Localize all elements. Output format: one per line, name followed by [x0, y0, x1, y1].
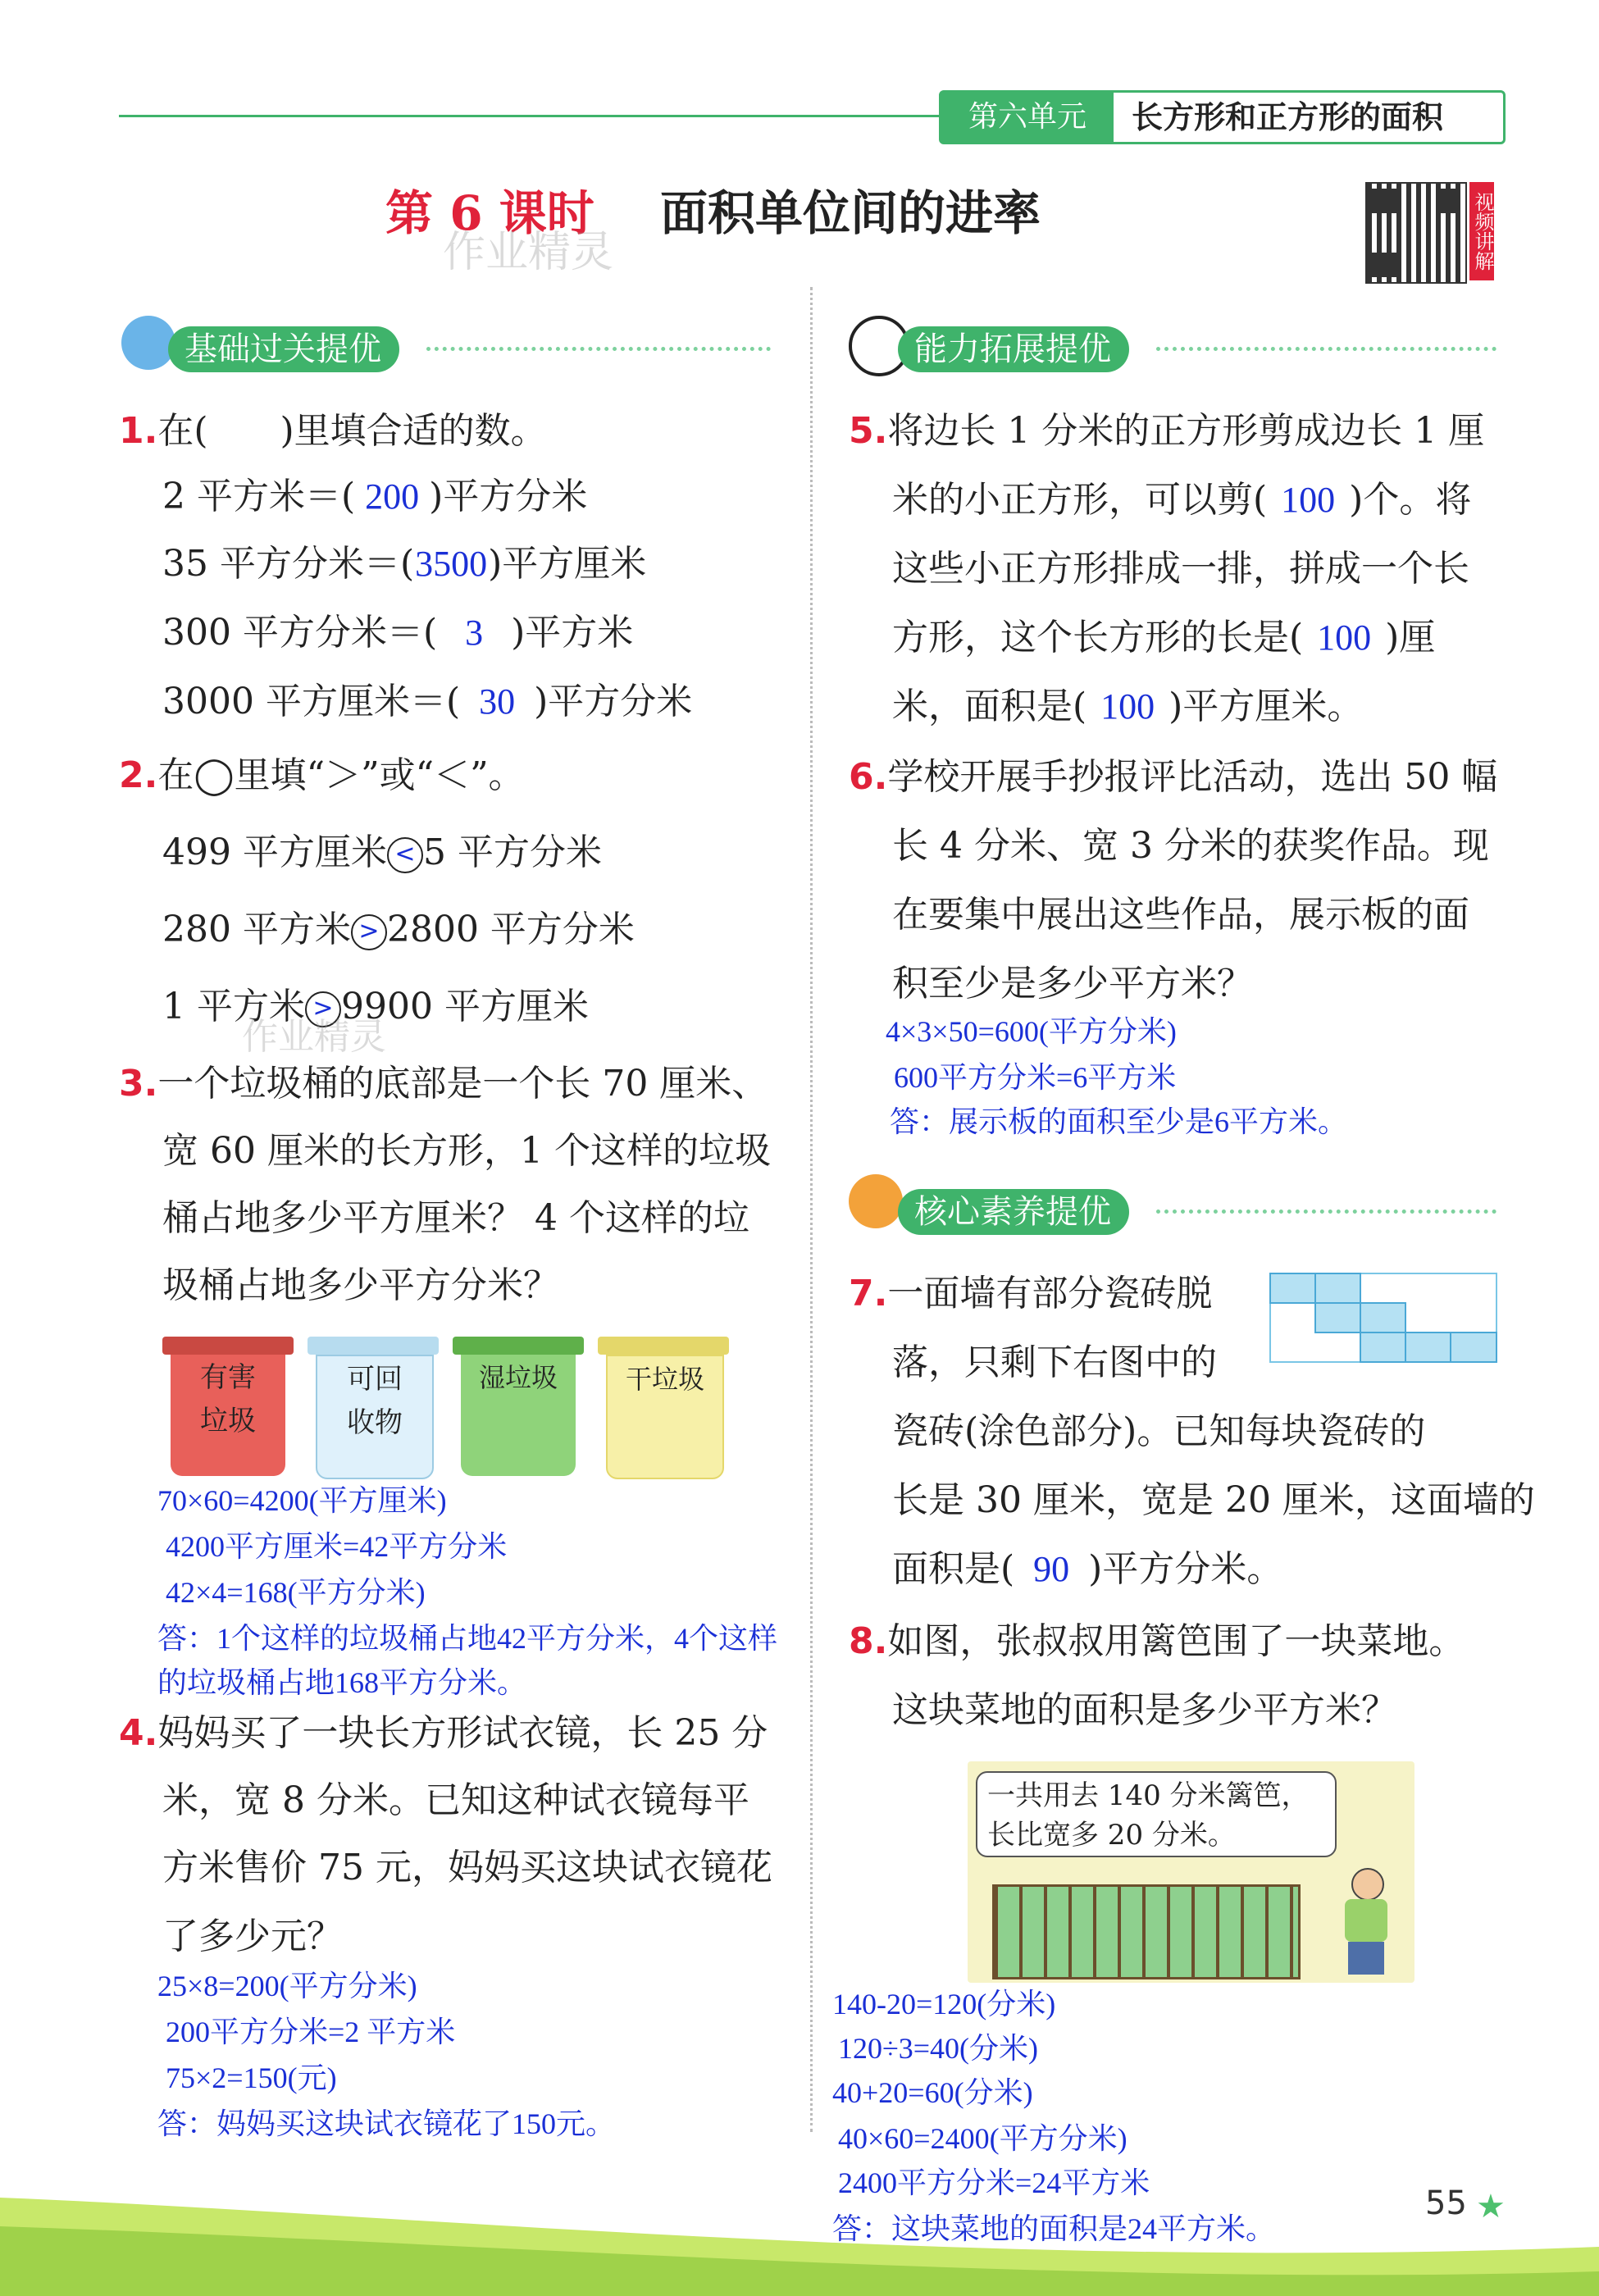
q7-line: 面积是( 90 )平方分米。 [892, 1548, 1283, 1590]
star-icon: ★ [1476, 2188, 1506, 2225]
q7-line: 瓷砖(涂色部分)。已知每块瓷砖的 [892, 1410, 1426, 1452]
q5-line: 5.将边长 1 分米的正方形剪成边长 1 厘 [849, 410, 1485, 452]
watermark: 作业精灵 [242, 1016, 386, 1058]
lesson-number: 第 6 课时 [385, 185, 594, 241]
q5-line: 米的小正方形，可以剪( 100 )个。将 [892, 479, 1472, 521]
q3-answer: 70×60=4200(平方厘米) [157, 1484, 447, 1517]
section-extend: 能力拓展提优 [898, 326, 1129, 372]
video-label: 视频讲解 [1469, 182, 1494, 280]
q8-answer: 答：这块菜地的面积是24平方米。 [832, 2212, 1276, 2245]
lesson-title: 面积单位间的进率 [660, 185, 1041, 241]
q6-line: 长 4 分米、宽 3 分米的获奖作品。现 [892, 825, 1489, 867]
q8-line: 这块菜地的面积是多少平方米？ [892, 1689, 1397, 1731]
q6-answer: 600平方分米=6平方米 [894, 1061, 1177, 1094]
tiger-mascot-icon [849, 1174, 903, 1228]
q4-answer: 答：妈妈买这块试衣镜花了150元。 [157, 2107, 616, 2140]
q5-line: 米，面积是( 100 )平方厘米。 [892, 686, 1364, 727]
q4-line: 方米售价 75 元，妈妈买这块试衣镜花 [162, 1847, 772, 1888]
bin-wet: 湿垃圾 [453, 1337, 584, 1476]
bin-recyclable: 可回 收物 [308, 1337, 439, 1476]
fence [992, 1884, 1301, 1979]
q3-answer: 答：1个这样的垃圾桶占地42平方分米，4个这样 [157, 1622, 778, 1655]
q8-answer: 2400平方分米=24平方米 [838, 2166, 1150, 2199]
compare-circle[interactable]: < [387, 837, 423, 873]
q3-answer: 的垃圾桶占地168平方分米。 [157, 1666, 527, 1699]
tile-wall-figure [1269, 1273, 1499, 1364]
q7-line: 落，只剩下右图中的 [892, 1342, 1217, 1383]
qr-code-icon[interactable] [1365, 182, 1467, 284]
q6-line: 6.学校开展手抄报评比活动，选出 50 幅 [849, 756, 1498, 798]
q1-item: 3000 平方厘米＝( 30 )平方分米 [162, 681, 693, 722]
q6-answer: 答：展示板的面积至少是6平方米。 [890, 1105, 1348, 1138]
header-unit-title: 长方形和正方形的面积 [1132, 99, 1444, 135]
q8-answer: 140-20=120(分米) [832, 1988, 1056, 2020]
compare-circle[interactable]: > [305, 991, 341, 1027]
q8-answer: 40×60=2400(平方分米) [838, 2122, 1128, 2155]
bin-dry: 干垃圾 [598, 1337, 729, 1476]
q3-line: 桶占地多少平方厘米？ 4 个这样的垃 [162, 1197, 749, 1239]
section-dots [1156, 1210, 1496, 1214]
q1-prompt: 1.在( )里填合适的数。 [119, 410, 547, 452]
section-dots [1156, 347, 1496, 351]
q2-item: 280 平方米 > 2800 平方分米 [162, 909, 635, 950]
q3-answer: 42×4=168(平方分米) [166, 1576, 426, 1609]
mascot-icon [121, 316, 175, 370]
q6-answer: 4×3×50=600(平方分米) [886, 1015, 1177, 1048]
compare-circle[interactable]: > [351, 914, 387, 950]
q8-line: 8.如图，张叔叔用篱笆围了一块菜地。 [849, 1620, 1465, 1662]
person-icon [1337, 1868, 1394, 1975]
q5-line: 方形，这个长方形的长是( 100 )厘 [892, 617, 1436, 658]
q2-item: 1 平方米 > 9900 平方厘米 [162, 986, 589, 1027]
q3-line: 宽 60 厘米的长方形，1 个这样的垃圾 [162, 1130, 771, 1172]
q8-answer: 40+20=60(分米) [832, 2076, 1033, 2109]
watermark: 作业精灵 [443, 228, 614, 277]
section-core: 核心素养提优 [898, 1189, 1129, 1235]
q3-line: 圾桶占地多少平方分米？ [162, 1264, 559, 1306]
q4-answer: 200平方分米=2 平方米 [166, 2016, 456, 2048]
q1-item: 300 平方分米＝( 3 )平方米 [162, 612, 634, 654]
q2-prompt: 2.在◯里填“＞”或“＜”。 [119, 754, 525, 796]
section-dots [426, 347, 771, 351]
page-number: 55 [1425, 2184, 1467, 2222]
column-divider [810, 287, 813, 2132]
q1-item: 2 平方米＝( 200 )平方分米 [162, 476, 588, 517]
q4-answer: 25×8=200(平方分米) [157, 1970, 417, 2002]
q5-line: 这些小正方形排成一排，拼成一个长 [892, 548, 1469, 590]
q8-answer: 120÷3=40(分米) [838, 2032, 1039, 2065]
speech-bubble: 一共用去 140 分米篱笆， 长比宽多 20 分米。 [976, 1771, 1337, 1857]
section-basic: 基础过关提优 [168, 326, 399, 372]
q7-line: 长是 30 厘米，宽是 20 厘米，这面墙的 [892, 1479, 1535, 1521]
garden-illustration [968, 1761, 1414, 1983]
bin-hazardous: 有害 垃圾 [162, 1337, 294, 1476]
q7-line: 7.一面墙有部分瓷砖脱 [849, 1273, 1213, 1314]
q4-answer: 75×2=150(元) [166, 2061, 337, 2094]
q2-item: 499 平方厘米 < 5 平方分米 [162, 831, 602, 873]
header-rule [119, 115, 939, 117]
q4-line: 米，宽 8 分米。已知这种试衣镜每平 [162, 1779, 749, 1821]
header-unit-label: 第六单元 [941, 93, 1114, 142]
q6-line: 积至少是多少平方米？ [892, 963, 1253, 1004]
q3-line: 3.一个垃圾桶的底部是一个长 70 厘米、 [119, 1063, 768, 1105]
q4-line: 了多少元？ [162, 1916, 343, 1957]
q3-answer: 4200平方厘米=42平方分米 [166, 1530, 508, 1563]
q4-line: 4.妈妈买了一块长方形试衣镜，长 25 分 [119, 1712, 768, 1754]
q1-item: 35 平方分米＝(3500)平方厘米 [162, 543, 647, 585]
q6-line: 在要集中展出这些作品，展示板的面 [892, 894, 1469, 936]
footer-wave [0, 2165, 1599, 2296]
